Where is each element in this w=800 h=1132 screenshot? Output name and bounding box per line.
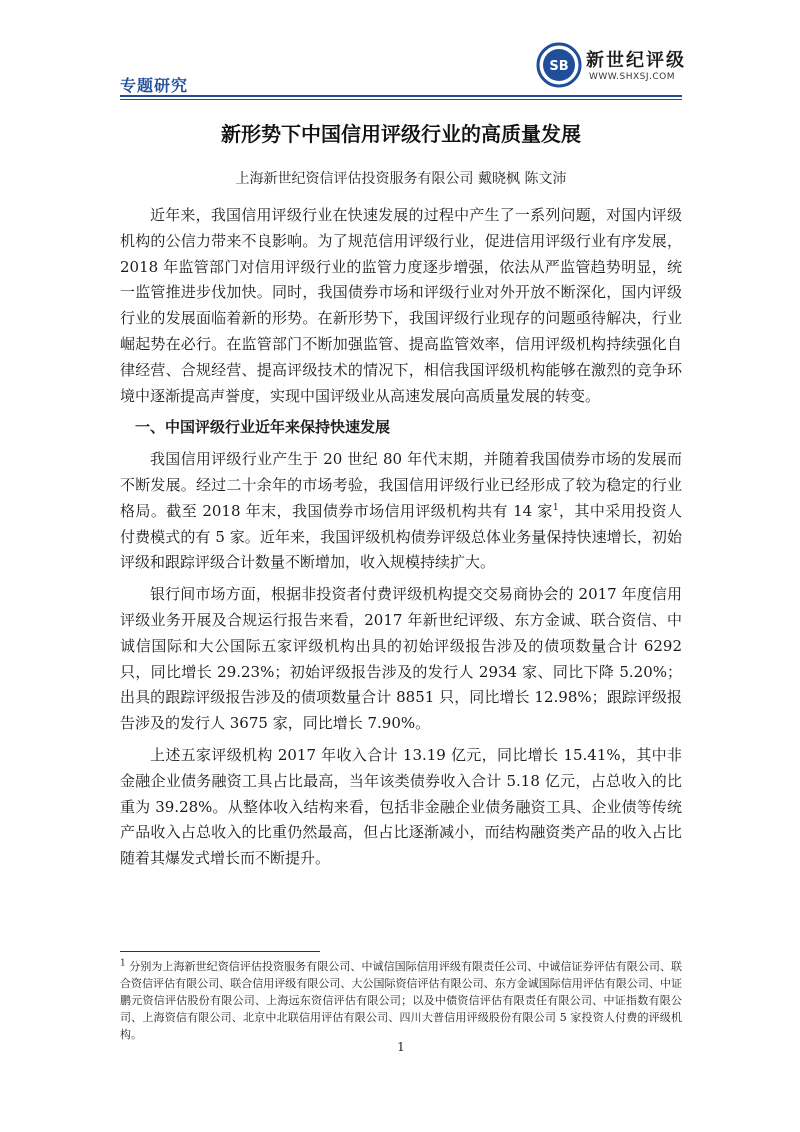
footnote-rule	[120, 951, 320, 952]
article-body	[120, 203, 682, 878]
page-number: 1	[397, 1040, 405, 1054]
paragraph-text-part: 我国信用评级行业产生于 20 世纪 80 年代末期，并随着我国债券市场的发展而不断发展。经过二十余年的市场考验，我国信用评级行业已经形成了较为稳定的行业格局。截至 2018 年末，我国债券市场信用评级机构共有 14 家	[120, 450, 682, 520]
logo-emblem-icon	[536, 42, 582, 88]
intro-paragraph: 近年来，我国信用评级行业在快速发展的过程中产生了一系列问题，对国内评级机构的公信力带来不良影响。为了规范信用评级行业，促进信用评级行业有序发展，2018 年监管部门对信用评级行业的监管力度逐步增强，依法从严监管趋势明显，统一监管推进步伐加快。同时，我国债券市场和评级行业对外开放不断深化，国内评级行业的发展面临着新的形势。在新形势下，我国评级行业现存的问题亟待解决，行业崛起势在必行。在监管部门不断加强监管、提高监管效率，信用评级机构持续强化自律经营、合规经营、提高评级技术的情况下，相信我国评级机构能够在激烈的竞争环境中逐渐提高声誉度，实现中国评级业从高速发展向高质量发展的转变。	[120, 206, 682, 405]
logo-name: 新世纪评级	[586, 50, 686, 71]
header-section-label: 专题研究	[120, 76, 189, 95]
header-rule	[120, 95, 682, 97]
paragraph-text-part: ，其中采用投资人付费模式的有 5 家。近年来，我国评级机构债券评级总体业务量保持快速增长，初始评级和跟踪评级合计数量不断增加，收入规模持续扩大。	[120, 501, 682, 572]
article-title: 新形势下中国信用评级行业的高质量发展	[221, 122, 581, 146]
logo-emblem-text: SB	[549, 59, 569, 74]
footnote-text: 分别为上海新世纪资信评估投资服务有限公司、中诚信国际信用评级有限责任公司、中诚信证券评估有限公司、联合资信评估有限公司、联合信用评级有限公司、大公国际资信评估有限公司、东方金诚国际信用评估有限公司、中证鹏元资信评估股份有限公司、上海远东资信评估有限公司；以及中债资信评估有限责任有限公司、中证指数有限公司、上海资信有限公司、北京中北联信用评估有限公司、四川大普信用评级股份有限公司 5 家投资人付费的评级机构。	[120, 960, 683, 1041]
footnote	[120, 958, 682, 1043]
company-logo	[536, 42, 686, 92]
header-rule-thin	[120, 99, 682, 100]
article-authors: 上海新世纪资信评估投资服务有限公司 戴晓枫 陈文沛	[235, 171, 567, 187]
footnote-marker: 1	[120, 958, 126, 969]
paragraph-revenue: 上述五家评级机构 2017 年收入合计 13.19 亿元，同比增长 15.41%，其中非金融企业债务融资工具占比最高，当年该类债券收入合计 5.18 亿元，占总收入的比重为 39.28%。从整体收入结构来看，包括非金融企业债务融资工具、企业债等传统产品收入占总收入的比重仍然最高，但占比逐渐减小，而结构融资类产品的收入占比随着其爆发式增长而不断提升。	[120, 745, 682, 868]
footnote-reference[interactable]: 1	[552, 502, 559, 513]
paragraph-interbank-market: 银行间市场方面，根据非投资者付费评级机构提交交易商协会的 2017 年度信用评级业务开展及合规运行报告来看，2017 年新世纪评级、东方金诚、联合资信、中诚信国际和大公国际五家评级机构出具的初始评级报告涉及的债项数量合计 6292 只，同比增长 29.23%；初始评级报告涉及的发行人 2934 家、同比下降 5.20%；出具的跟踪评级报告涉及的债项数量合计 8851 只，同比增长 12.98%；跟踪评级报告涉及的发行人 3675 家，同比增长 7.90%。	[120, 585, 682, 733]
section-heading: 一、中国评级行业近年来保持快速发展	[135, 418, 391, 437]
paragraph-industry-history	[120, 447, 682, 576]
logo-url: WWW.SHXSJ.COM	[589, 72, 676, 82]
